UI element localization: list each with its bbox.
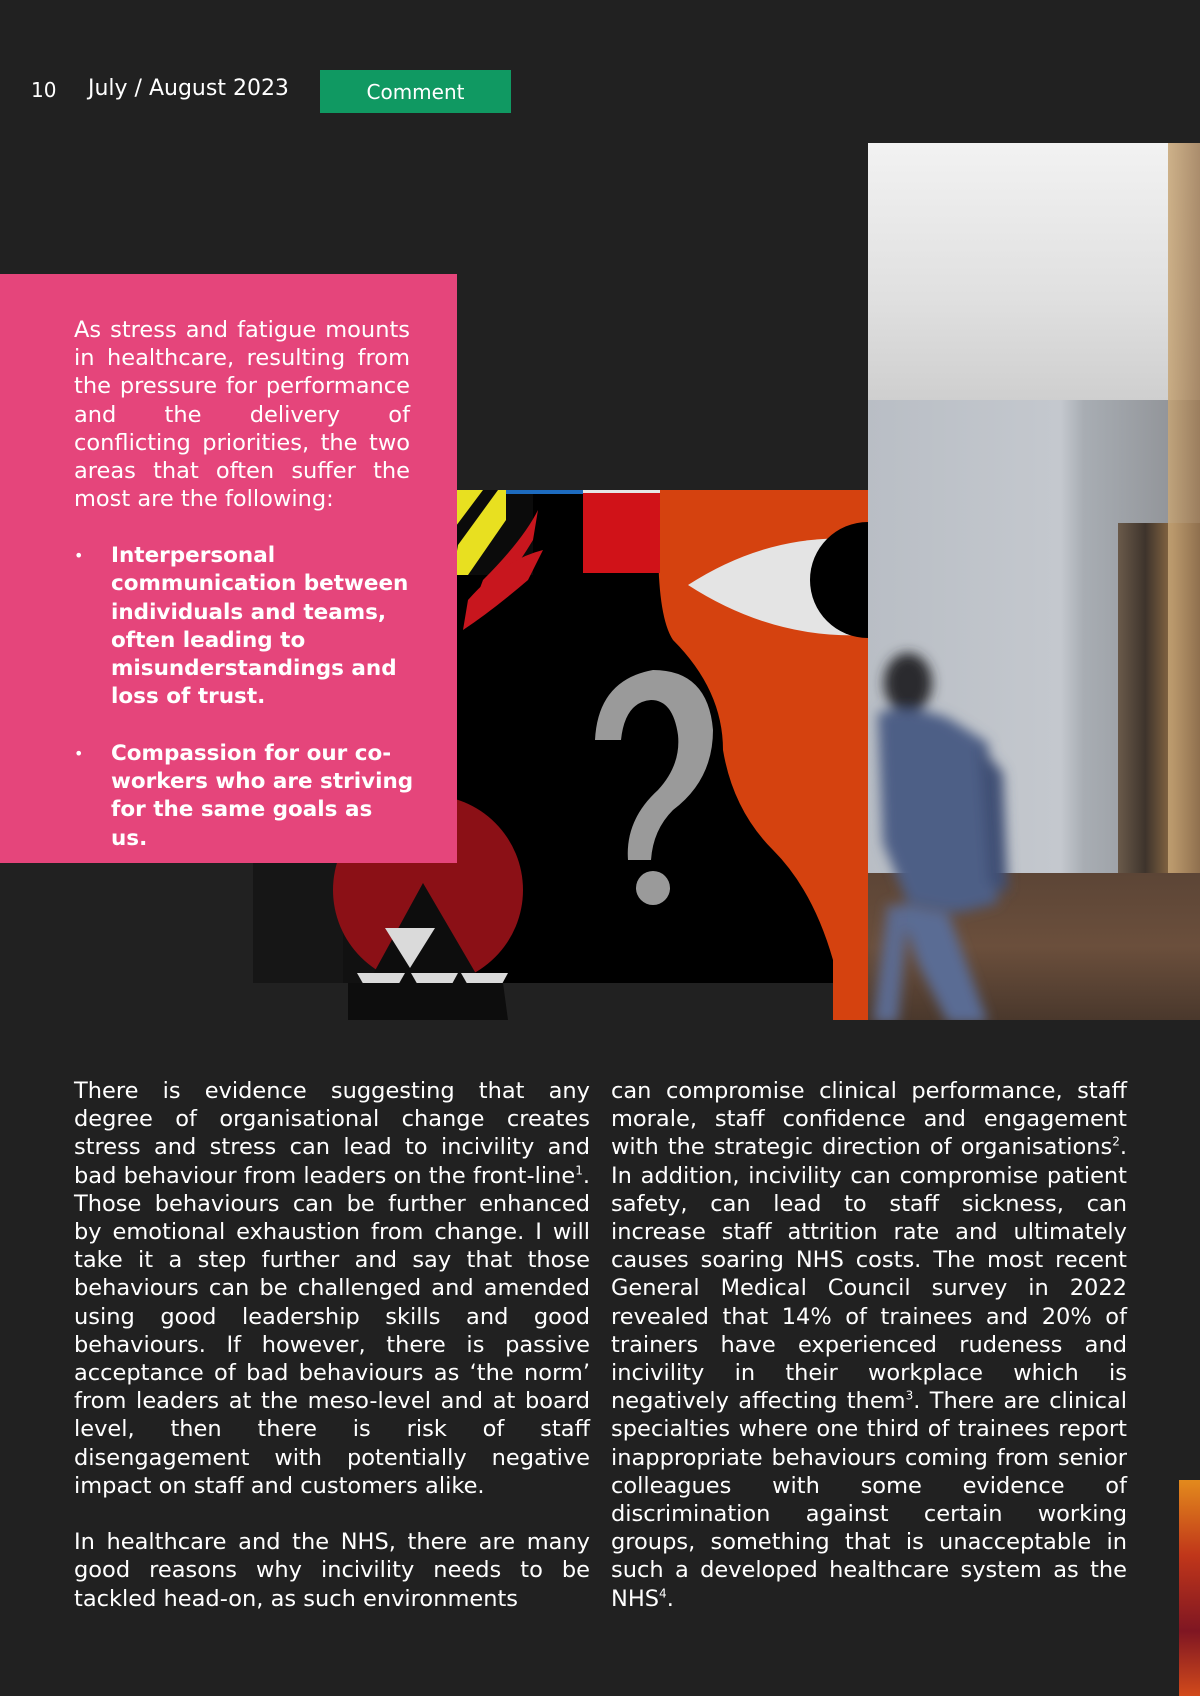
paragraph-text: . In addition, incivility can compromise patient safety, can lead to staff sickness, can increase staff attrition rate and ultimately causes soaring NHS costs. The most recent General Medical Council survey in 2022 revealed that 14% of trainees and 20% of trainers have experienced rudeness and incivility in their workplace which is negatively affecting them: [611, 1134, 1127, 1415]
paragraph-text: There is evidence suggesting that any degree of organisational change creates stress and stress can lead to incivility and bad behaviour from leaders on the front-line: [74, 1078, 590, 1189]
footnote-ref: 1: [575, 1163, 583, 1178]
list-item-text: Compassion for our co-workers who are striving for the same goals as us.: [111, 740, 414, 851]
article-paragraph: [611, 1077, 1127, 1613]
photo-ceiling: [868, 143, 1200, 400]
paragraph-text: can compromise clinical performance, staff morale, staff confidence and engagement with the strategic direction of organisations: [611, 1078, 1127, 1161]
article-column-left: [74, 1077, 590, 1641]
bullet-icon: •: [74, 743, 84, 763]
article-paragraph: [74, 1077, 590, 1500]
paragraph-text: . There are clinical specialties where one third of trainees report inappropriate behaviours coming from senior colleagues with some evidence of discrimination against certain working groups, something that is unacceptable in such a developed healthcare system as the NHS: [611, 1388, 1127, 1612]
issue-date: July / August 2023: [88, 76, 289, 101]
article-column-right: [611, 1077, 1127, 1641]
page-number: 10: [31, 78, 57, 102]
list-item: [74, 542, 414, 712]
section-badge: [320, 70, 511, 113]
pull-quote-intro: As stress and fatigue mounts in healthcare, resulting from the pressure for performance and the delivery of conflicting priorities, the two areas that often suffer the most are the following:: [74, 317, 410, 513]
list-item-text: Interpersonal communication between individuals and teams, often leading to misunderstandings and loss of trust.: [111, 543, 409, 710]
corridor-photo: [868, 143, 1200, 1020]
list-item: [74, 740, 414, 853]
bullet-icon: •: [74, 546, 84, 565]
footnote-ref: 2: [1112, 1134, 1120, 1149]
section-badge-label: Comment: [366, 79, 465, 104]
footnote-ref: 4: [659, 1586, 667, 1601]
paragraph-text: . Those behaviours can be further enhanced by emotional exhaustion from change. I will take it a step further and say that those behaviours can be challenged and amended using good leadership skills and good behaviours. If however, there is passive acceptance of bad behaviours as ‘the norm’ from leaders at the meso-level and at board level, then there is risk of staff disengagement with potentially negative impact on staff and customers alike.: [74, 1162, 590, 1499]
walking-figure: [868, 543, 1028, 1020]
article-paragraph: In healthcare and the NHS, there are many good reasons why incivility needs to be tackled head-on, as such environments: [74, 1529, 590, 1612]
pull-quote-list: [74, 542, 414, 881]
edge-artwork: [1179, 1480, 1200, 1696]
paragraph-text: .: [666, 1585, 674, 1612]
footnote-ref: 3: [905, 1388, 914, 1403]
